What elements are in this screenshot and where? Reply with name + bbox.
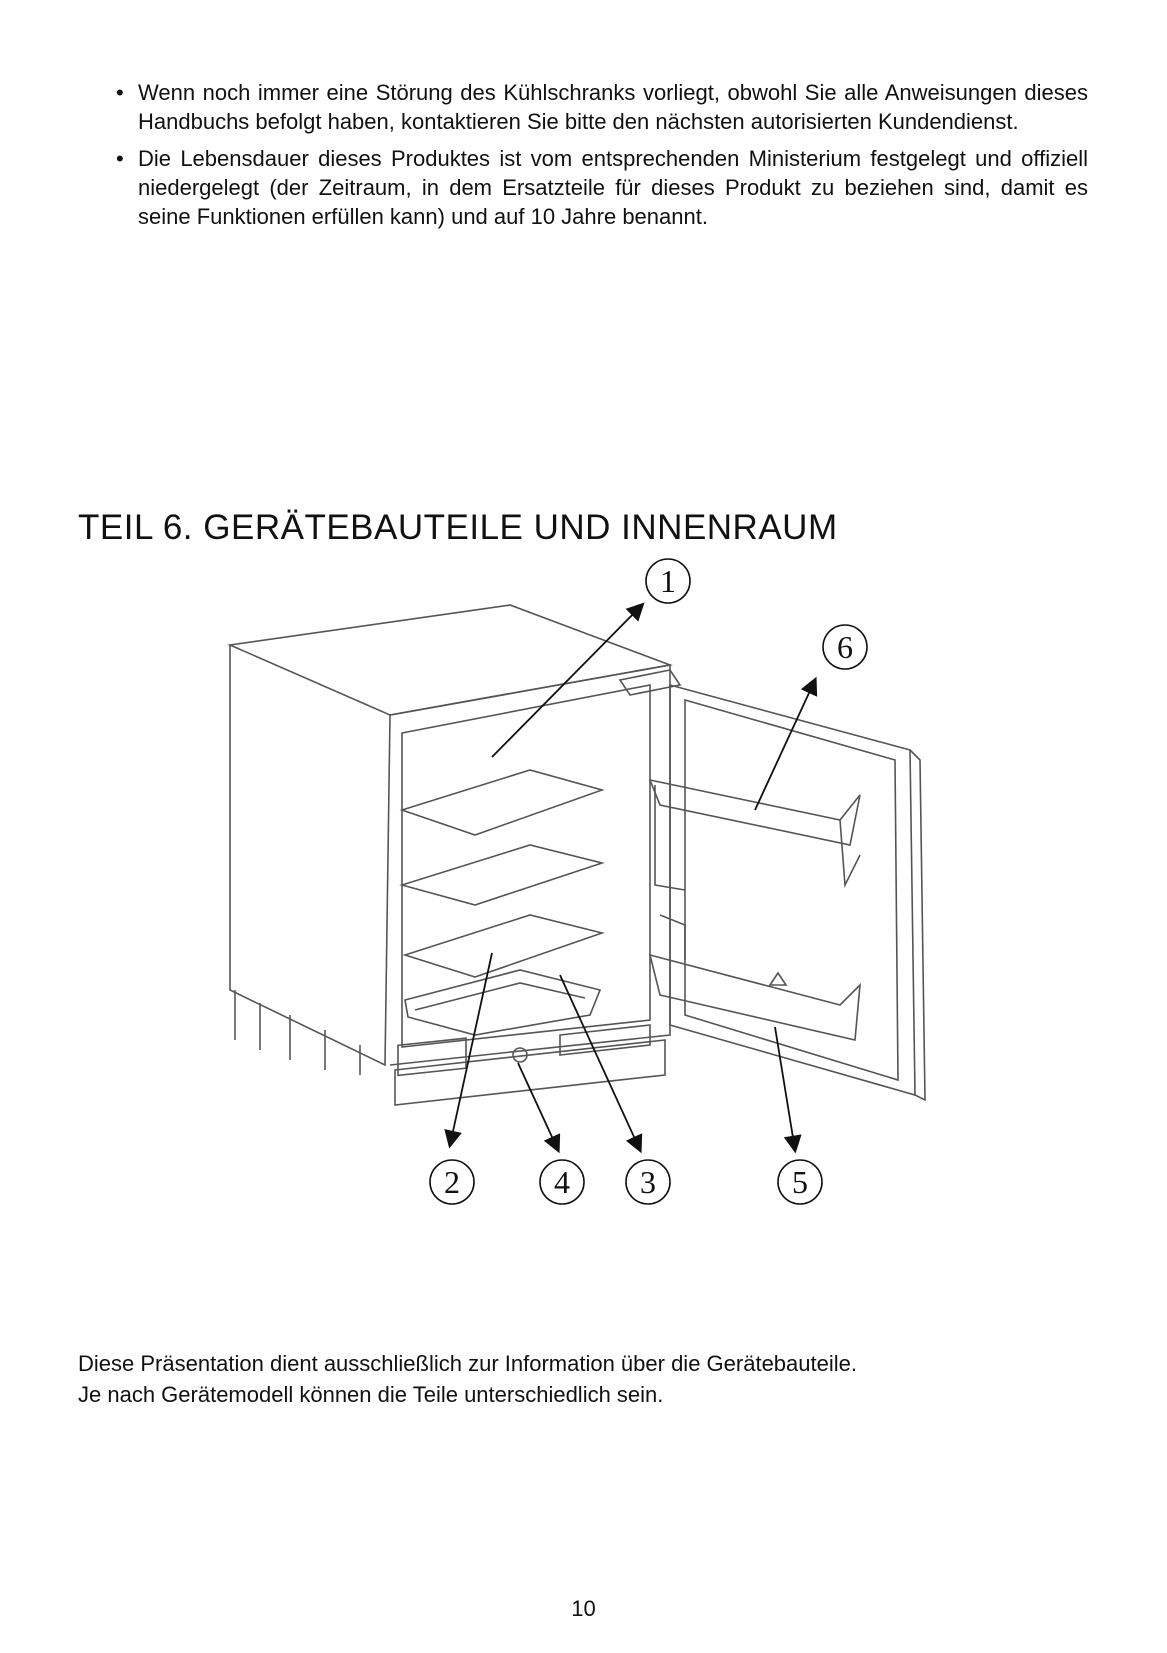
arrow-4 <box>518 1063 558 1150</box>
caption-line-1: Diese Präsentation dient ausschließlich zur Information über die Gerätebauteile. <box>78 1351 857 1376</box>
callout-label: 4 <box>554 1164 570 1200</box>
section-title: TEIL 6. GERÄTEBAUTEILE UND INNENRAUM <box>78 508 838 547</box>
callout-label: 5 <box>792 1164 808 1200</box>
callout-label: 6 <box>837 629 853 665</box>
fridge-illustration <box>230 605 925 1105</box>
bullet-dot: • <box>116 80 124 105</box>
bullet-text: Wenn noch immer eine Störung des Kühlschranks vorliegt, obwohl Sie alle Anweisungen dieses Handbuchs befolgt haben, kontaktieren Sie bitte den nächsten autorisierten Kundendienst. <box>138 80 1088 134</box>
caption <box>78 1348 857 1410</box>
fridge-diagram <box>230 563 990 1285</box>
callout-label: 3 <box>640 1164 656 1200</box>
callout-label: 2 <box>444 1164 460 1200</box>
callout-3 <box>626 1160 670 1204</box>
caption-line-2: Je nach Gerätemodell können die Teile unterschiedlich sein. <box>78 1382 664 1407</box>
arrow-2 <box>450 953 492 1145</box>
bullet-item <box>108 144 1088 231</box>
callout-label: 1 <box>660 563 676 599</box>
bullet-dot: • <box>116 146 124 171</box>
bullet-item <box>108 78 1088 136</box>
leader-arrows <box>450 605 815 1150</box>
bullet-text: Die Lebensdauer dieses Produktes ist vom entsprechenden Ministerium festgelegt und offiziell niedergelegt (der Zeitraum, in dem Ersatzteile für dieses Produkt zu beziehen sind, damit es seine Funktionen erfüllen kann) und auf 10 Jahre benannt. <box>138 146 1088 229</box>
arrow-6 <box>755 680 815 810</box>
callouts <box>430 559 867 1204</box>
bullet-list <box>108 78 1088 239</box>
callout-6 <box>823 625 867 669</box>
page-number: 10 <box>571 1596 596 1621</box>
callout-5 <box>778 1160 822 1204</box>
callout-2 <box>430 1160 474 1204</box>
callout-1 <box>646 559 690 603</box>
arrow-1 <box>492 605 642 757</box>
arrow-3 <box>560 975 640 1150</box>
callout-4 <box>540 1160 584 1204</box>
